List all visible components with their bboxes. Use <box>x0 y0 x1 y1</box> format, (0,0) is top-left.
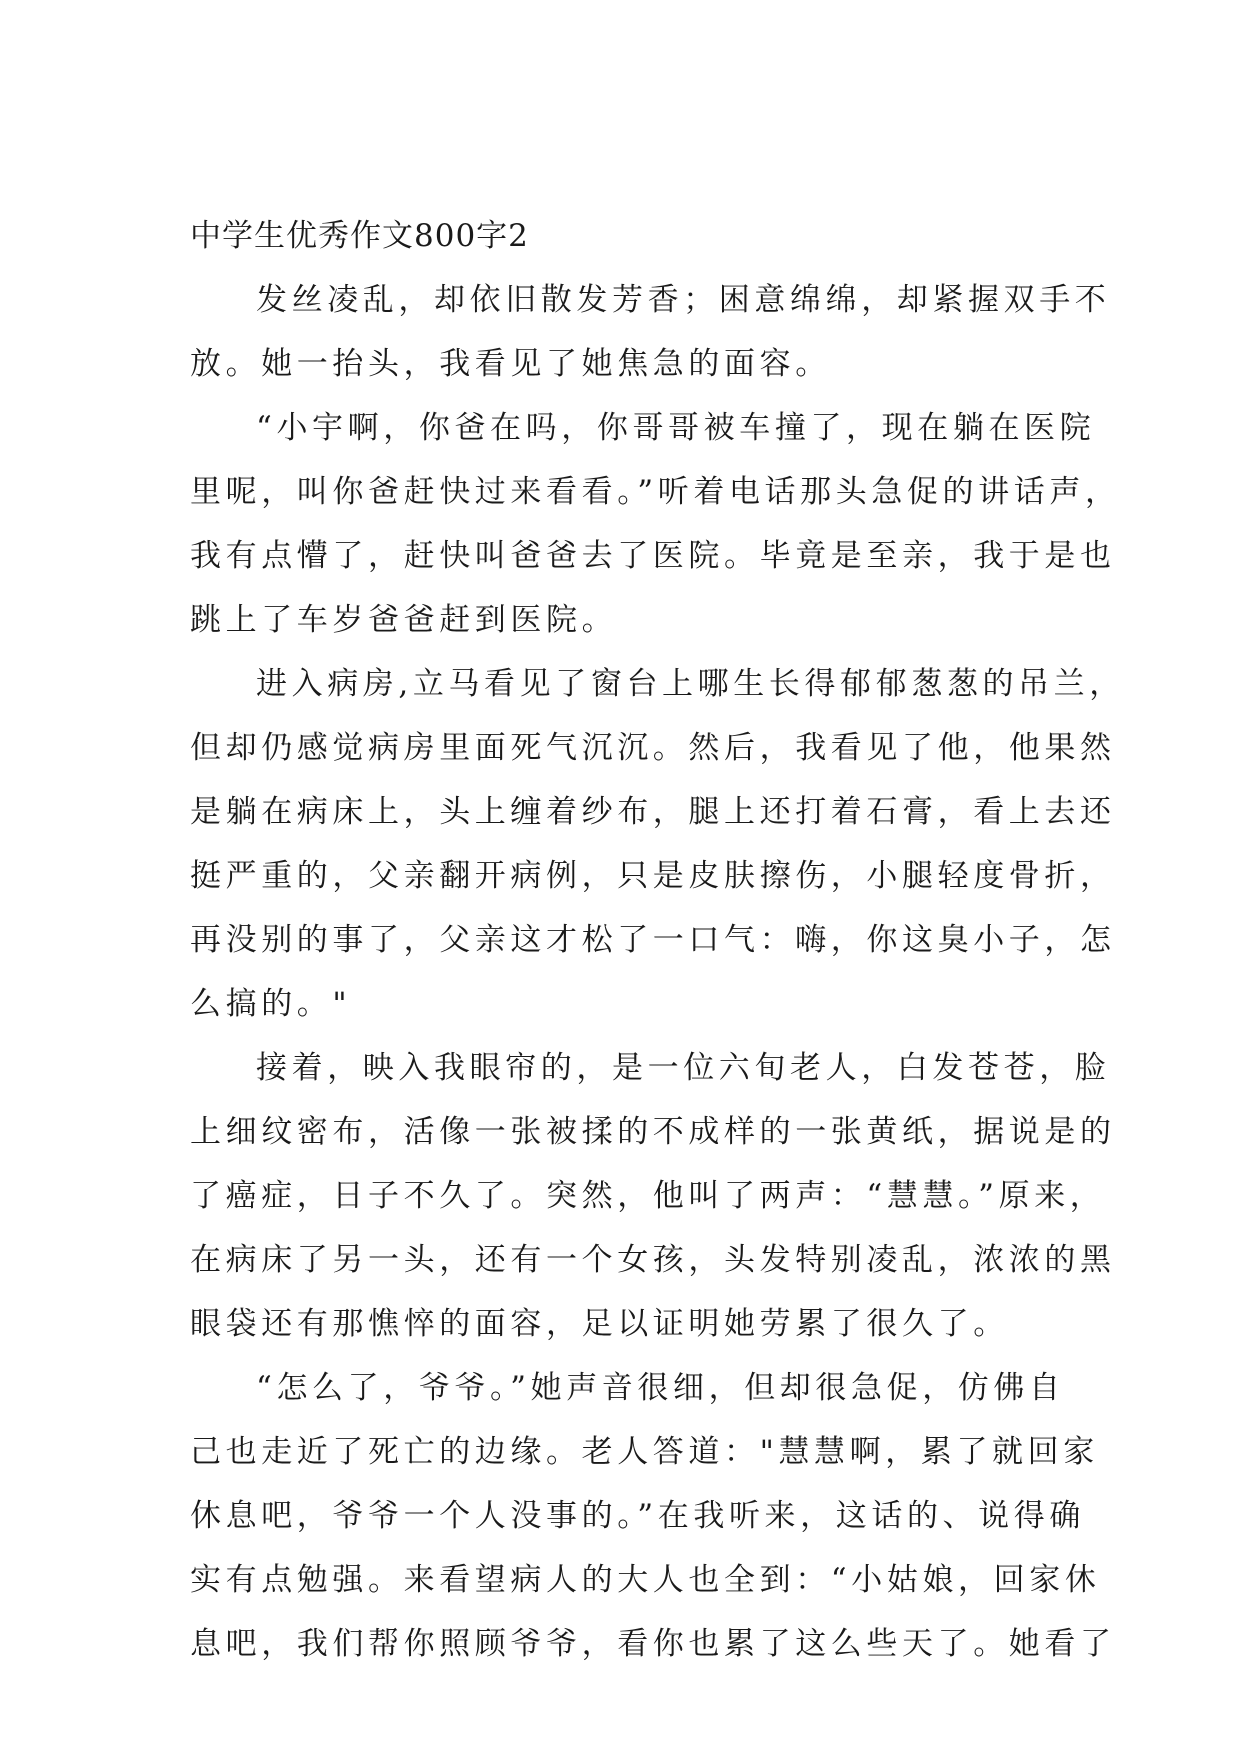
paragraph-1 <box>190 268 1111 396</box>
text-line: 眼袋还有那憔悴的面容，足以证明她劳累了很久了。 <box>190 1306 1009 1342</box>
text-line: 息吧，我们帮你照顾爷爷，看你也累了这么些天了。她看了 <box>190 1626 1116 1662</box>
text-line: 了癌症，日子不久了。突然，他叫了两声：“慧慧。”原来， <box>190 1178 1106 1214</box>
text-line: 己也走近了死亡的边缘。老人答道："慧慧啊，累了就回家 <box>190 1434 1099 1470</box>
paragraph-5 <box>190 1356 1116 1676</box>
text-line: 休息吧，爷爷一个人没事的。”在我听来，这话的、说得确 <box>190 1498 1085 1534</box>
document-body <box>190 204 1125 1676</box>
text-line: 实有点勉强。来看望病人的大人也全到：“小姑娘，回家休 <box>190 1562 1101 1598</box>
paragraph-4 <box>190 1036 1116 1356</box>
text-line: 跳上了车岁爸爸赶到医院。 <box>190 602 618 638</box>
text-line: 接着，映入我眼帘的，是一位六旬老人，白发苍苍，脸 <box>256 1050 1111 1086</box>
text-line: 在病床了另一头，还有一个女孩，头发特别凌乱，浓浓的黑 <box>190 1242 1116 1278</box>
text-line: 发丝凌乱，却依旧散发芳香；困意绵绵，却紧握双手不 <box>256 282 1111 318</box>
text-line: 再没别的事了，父亲这才松了一口气：嗨，你这臭小子，怎 <box>190 922 1116 958</box>
paragraph-2 <box>190 396 1121 652</box>
text-line: 么搞的。" <box>190 986 352 1022</box>
text-line: 进入病房,立马看见了窗台上哪生长得郁郁葱葱的吊兰， <box>256 666 1125 702</box>
text-line: 里呢，叫你爸赶快过来看看。”听着电话那头急促的讲话声， <box>190 474 1121 510</box>
document-title: 中学生优秀作文800字2 <box>190 218 529 254</box>
text-line: 上细纹密布，活像一张被揉的不成样的一张黄纸，据说是的 <box>190 1114 1116 1150</box>
text-line: 是躺在病床上，头上缠着纱布，腿上还打着石膏，看上去还 <box>190 794 1116 830</box>
text-line: “小宇啊，你爸在吗，你哥哥被车撞了，现在躺在医院 <box>256 410 1096 446</box>
text-line: “怎么了，爷爷。”她声音很细，但却很急促，仿佛自 <box>256 1370 1065 1406</box>
text-line: 放。她一抬头，我看见了她焦急的面容。 <box>190 346 831 382</box>
paragraph-3 <box>190 652 1125 1036</box>
text-line: 我有点懵了，赶快叫爸爸去了医院。毕竟是至亲，我于是也 <box>190 538 1116 574</box>
text-line: 但却仍感觉病房里面死气沉沉。然后，我看见了他，他果然 <box>190 730 1116 766</box>
text-line: 挺严重的，父亲翻开病例，只是皮肤擦伤，小腿轻度骨折， <box>190 858 1116 894</box>
